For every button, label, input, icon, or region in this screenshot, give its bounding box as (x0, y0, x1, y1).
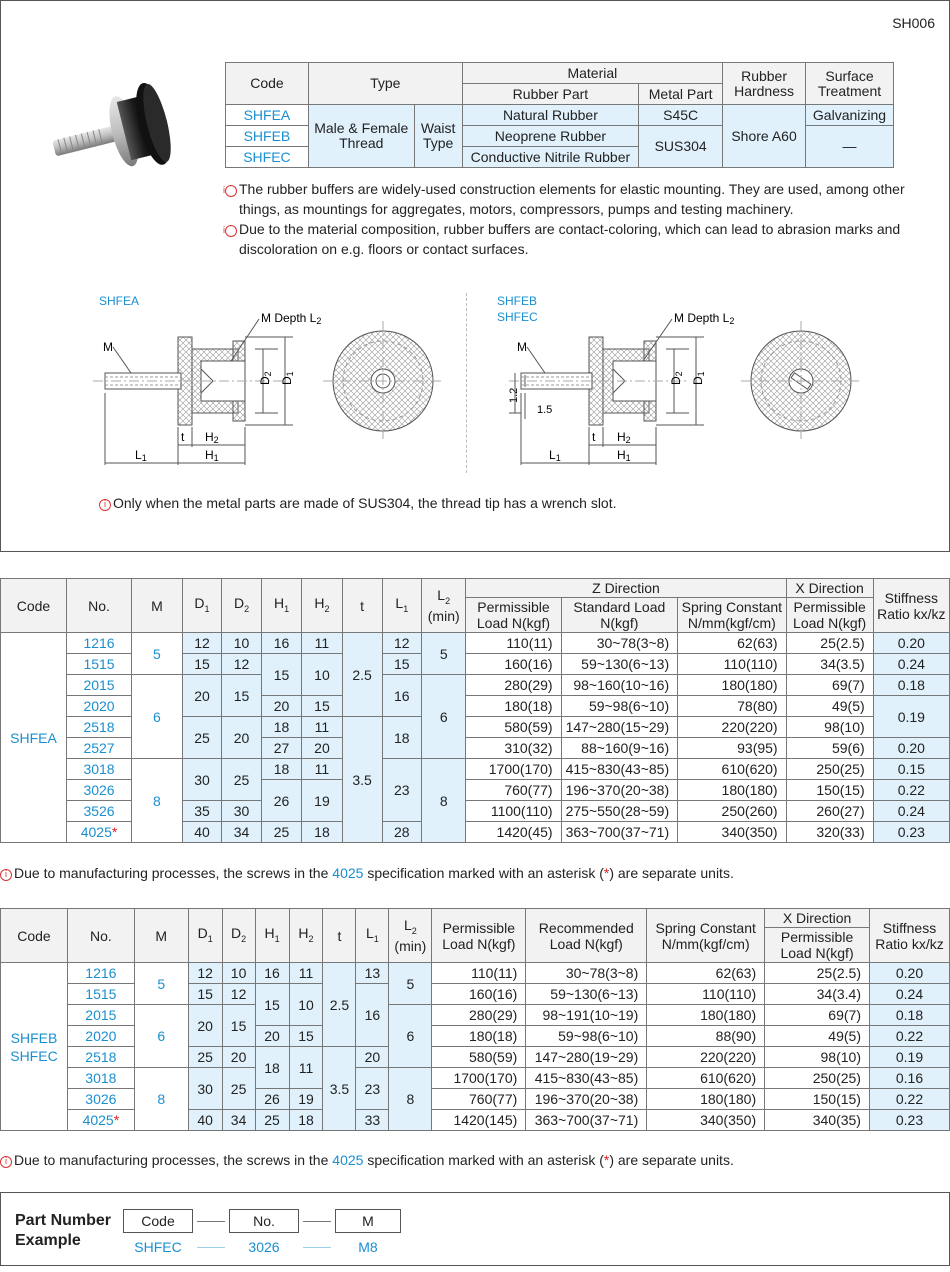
note-4025: i Due to manufacturing processes, the screws in the 4025 specification marked with an asterisk (*) are separate units. (0, 863, 734, 883)
no-cell[interactable]: 3026 (67, 1089, 134, 1110)
svg-text:H1: H1 (205, 448, 219, 463)
table-cell: 25(2.5) (765, 963, 870, 984)
table-cell: 33 (356, 1110, 389, 1131)
table-cell: 150(15) (786, 780, 873, 801)
pn-value-m: M8 (358, 1239, 378, 1255)
table-cell: 2.5 (342, 633, 382, 717)
table-cell: 280(29) (466, 675, 561, 696)
table-cell: 610(620) (678, 759, 786, 780)
m-cell: 8 (132, 759, 183, 843)
no-cell[interactable]: 2527 (66, 738, 131, 759)
table-cell: 30 (188, 1068, 222, 1110)
header-t: t (323, 909, 356, 963)
table-cell: 28 (382, 822, 422, 843)
table-cell: 110(11) (432, 963, 526, 984)
header-no: No. (66, 579, 131, 633)
table-cell: 15 (188, 984, 222, 1005)
table-cell: 30 (222, 801, 262, 822)
table-cell: 3.5 (342, 717, 382, 843)
table-cell: 30 (182, 759, 222, 801)
no-cell[interactable]: 4025* (66, 822, 131, 843)
no-cell[interactable]: 3526 (66, 801, 131, 822)
table-cell: 30~78(3~8) (526, 963, 647, 984)
table-cell: 340(350) (678, 822, 786, 843)
diagram-label: SHFEB (497, 294, 538, 308)
pn-value-code: SHFEC (134, 1239, 182, 1255)
note-wrench-slot: i Only when the metal parts are made of SUS304, the thread tip has a wrench slot. (99, 493, 617, 513)
metal-part-cell: S45C (639, 105, 723, 126)
table-cell: 0.24 (869, 984, 949, 1005)
code-cell[interactable]: SHFEA (1, 633, 67, 843)
table-cell: 16 (255, 963, 289, 984)
svg-text:L1: L1 (135, 448, 147, 463)
header-code: Code (226, 63, 309, 105)
header-x-direction: X Direction (765, 909, 870, 928)
table-cell: 12 (222, 654, 262, 675)
table-cell: 760(77) (466, 780, 561, 801)
metal-part-cell: SUS304 (639, 126, 723, 168)
table-cell: 18 (382, 717, 422, 759)
table-cell: 310(32) (466, 738, 561, 759)
table-cell: 88~160(9~16) (561, 738, 678, 759)
code-cell[interactable]: SHFEC (226, 147, 309, 168)
no-cell[interactable]: 4025* (67, 1110, 134, 1131)
table-cell: 760(77) (432, 1089, 526, 1110)
table-cell: 98~160(10~16) (561, 675, 678, 696)
table-cell: 10 (222, 963, 255, 984)
table-cell: 0.15 (873, 759, 949, 780)
table-cell: 59(6) (786, 738, 873, 759)
table-cell: 26 (255, 1089, 289, 1110)
table-cell: 35 (182, 801, 222, 822)
table-cell: 49(5) (786, 696, 873, 717)
table-cell: 0.20 (873, 633, 949, 654)
header-surface-treatment: Surface Treatment (806, 63, 894, 105)
code-cell[interactable]: SHFEB (226, 126, 309, 147)
no-cell[interactable]: 3026 (66, 780, 131, 801)
header-x-permissible: Permissible Load N(kgf) (786, 598, 873, 633)
table-cell: 196~370(20~38) (526, 1089, 647, 1110)
table-cell: 220(220) (647, 1047, 765, 1068)
header-code: Code (1, 909, 68, 963)
part-number-example (0, 1192, 950, 1266)
header-rubber-hardness: Rubber Hardness (723, 63, 806, 105)
table-cell: 18 (289, 1110, 323, 1131)
svg-text:t: t (592, 430, 596, 444)
t-label: t (181, 430, 185, 444)
table-cell: 62(63) (647, 963, 765, 984)
diagram-divider (466, 293, 467, 473)
diagram-shfea (93, 289, 453, 479)
table-cell: 25(2.5) (786, 633, 873, 654)
table-cell: 12 (222, 984, 255, 1005)
table-cell: 10 (302, 654, 342, 696)
info-icon: i (225, 225, 237, 237)
pn-box-code: Code (123, 1209, 193, 1233)
header-stiffness: Stiffness Ratio kx/kz (873, 579, 949, 633)
table-cell: 5 (422, 633, 466, 675)
no-cell[interactable]: 2020 (66, 696, 131, 717)
surface-cell: Galvanizing (806, 105, 894, 126)
surface-cell: — (806, 126, 894, 168)
table-cell: 250(260) (678, 801, 786, 822)
table-cell: 49(5) (765, 1026, 870, 1047)
table-cell: 340(35) (765, 1110, 870, 1131)
rubber-part-cell: Conductive Nitrile Rubber (462, 147, 639, 168)
dim-1-2: 1.2 (508, 387, 520, 403)
table-cell: 27 (261, 738, 301, 759)
header-standard: Standard Load N(kgf) (561, 598, 678, 633)
header-type: Type (308, 63, 462, 105)
document-code: SH006 (892, 15, 935, 31)
table-cell: 11 (302, 633, 342, 654)
m-cell: 6 (132, 675, 183, 759)
code-cell[interactable]: SHFEA (226, 105, 309, 126)
type-cell: Waist Type (414, 105, 462, 168)
table-cell: 180(18) (466, 696, 561, 717)
table-cell: 34(3.4) (765, 984, 870, 1005)
table-cell: 20 (182, 675, 222, 717)
svg-text:H1: H1 (617, 448, 631, 463)
table-cell: 8 (422, 759, 466, 843)
spec-table-shfeb-shfec (0, 908, 950, 1131)
type-cell: Male & Female Thread (308, 105, 414, 168)
table-cell: 180(180) (647, 1005, 765, 1026)
diagram-label: SHFEA (99, 294, 140, 308)
table-cell: 20 (261, 696, 301, 717)
svg-text:D2: D2 (669, 371, 684, 385)
table-cell: 10 (289, 984, 323, 1026)
header-h2: $H_2$ (302, 579, 342, 633)
header-no: No. (67, 909, 134, 963)
table-cell: 610(620) (647, 1068, 765, 1089)
svg-text:D1: D1 (691, 371, 706, 385)
header-rubber-part: Rubber Part (462, 84, 639, 105)
pn-value-no: 3026 (248, 1239, 280, 1255)
no-cell[interactable]: 1216 (67, 963, 134, 984)
table-cell: 16 (261, 633, 301, 654)
table-cell: 280(29) (432, 1005, 526, 1026)
pn-dash (197, 1247, 225, 1248)
rubber-part-cell: Natural Rubber (462, 105, 639, 126)
table-cell: 11 (302, 759, 342, 780)
dim-1-5: 1.5 (537, 404, 553, 416)
table-cell: 20 (222, 1047, 255, 1068)
table-cell: 18 (261, 759, 301, 780)
m-cell: 8 (134, 1068, 188, 1131)
no-cell[interactable]: 1216 (66, 633, 131, 654)
no-cell[interactable]: 2015 (67, 1005, 134, 1026)
table-cell: 62(63) (678, 633, 786, 654)
table-cell: 260(27) (786, 801, 873, 822)
table-cell: 1100(110) (466, 801, 561, 822)
header-h2: $H_2$ (289, 909, 323, 963)
table-cell: 1700(170) (466, 759, 561, 780)
no-cell[interactable]: 3018 (67, 1068, 134, 1089)
header-spring: Spring Constant N/mm(kgf/cm) (647, 909, 765, 963)
table-cell: 340(350) (647, 1110, 765, 1131)
table-cell: 0.19 (869, 1047, 949, 1068)
table-cell: 0.22 (873, 780, 949, 801)
header-l2: $L_2$ (min) (422, 579, 466, 633)
table-cell: 25 (222, 759, 262, 801)
no-cell[interactable]: 1515 (67, 984, 134, 1005)
table-cell: 12 (182, 633, 222, 654)
table-cell: 0.18 (869, 1005, 949, 1026)
header-d2: $D_2$ (222, 579, 262, 633)
part-number-title: Part Number Example (15, 1212, 112, 1249)
header-material: Material (462, 63, 722, 84)
table-cell: 180(180) (678, 780, 786, 801)
table-cell: 25 (182, 717, 222, 759)
table-cell: 16 (382, 675, 422, 717)
table-cell: 15 (182, 654, 222, 675)
table-cell: 15 (222, 1005, 255, 1047)
table-cell: 20 (302, 738, 342, 759)
table-cell: 30~78(3~8) (561, 633, 678, 654)
table-cell: 6 (389, 1005, 432, 1068)
table-cell: 1700(170) (432, 1068, 526, 1089)
table-cell: 0.23 (873, 822, 949, 843)
svg-text:M Depth L2: M Depth L2 (261, 311, 322, 326)
rubber-part-cell: Neoprene Rubber (462, 126, 639, 147)
no-cell[interactable]: 2015 (66, 675, 131, 696)
header-recommended: Recommended Load N(kgf) (526, 909, 647, 963)
no-cell[interactable]: 2518 (66, 717, 131, 738)
table-cell: 0.16 (869, 1068, 949, 1089)
header-l2: $L_2$ (min) (389, 909, 432, 963)
table-cell: 11 (289, 1047, 323, 1089)
table-cell: 88(90) (647, 1026, 765, 1047)
table-cell: 15 (302, 696, 342, 717)
table-cell: 110(110) (647, 984, 765, 1005)
note: i Due to the material composition, rubber buffers are contact-coloring, which can lead to abrasion marks and discoloration on e.g. floors or contact surfaces. (222, 221, 901, 257)
pn-box-m: M (335, 1209, 401, 1233)
header-m: M (132, 579, 183, 633)
table-cell: 20 (255, 1026, 289, 1047)
table-cell: 15 (289, 1026, 323, 1047)
m-cell: 5 (132, 633, 183, 675)
header-x-direction: X Direction (786, 579, 873, 598)
hardness-cell: Shore A60 (723, 105, 806, 168)
header-d1: $D_1$ (188, 909, 222, 963)
table-cell: 59~130(6~13) (561, 654, 678, 675)
table-cell: 18 (255, 1047, 289, 1089)
d2-label: D2 (258, 371, 273, 385)
pn-dash (303, 1221, 331, 1222)
table-cell: 580(59) (432, 1047, 526, 1068)
header-d2: $D_2$ (222, 909, 255, 963)
table-cell: 0.18 (873, 675, 949, 696)
d1-label: D1 (280, 371, 295, 385)
pn-dash (303, 1247, 331, 1248)
table-cell: 69(7) (786, 675, 873, 696)
product-info-panel (0, 0, 950, 552)
table-cell: 8 (389, 1068, 432, 1131)
table-cell: 59~98(6~10) (561, 696, 678, 717)
header-x-permissible: Permissible Load N(kgf) (765, 928, 870, 963)
table-cell: 0.23 (869, 1110, 949, 1131)
svg-text:M Depth L2: M Depth L2 (674, 311, 735, 326)
table-cell: 16 (356, 984, 389, 1047)
table-cell: 1420(145) (432, 1110, 526, 1131)
table-cell: 150(15) (765, 1089, 870, 1110)
no-cell[interactable]: 1515 (66, 654, 131, 675)
table-cell: 15 (382, 654, 422, 675)
table-cell: 98(10) (765, 1047, 870, 1068)
table-cell: 1420(45) (466, 822, 561, 843)
table-cell: 0.22 (869, 1089, 949, 1110)
table-cell: 250(25) (786, 759, 873, 780)
table-cell: 34 (222, 822, 262, 843)
table-cell: 25 (261, 822, 301, 843)
table-cell: 15 (261, 654, 301, 696)
pn-dash (197, 1221, 225, 1222)
no-cell[interactable]: 2518 (67, 1047, 134, 1068)
table-cell: 25 (188, 1047, 222, 1068)
table-cell: 147~280(15~29) (561, 717, 678, 738)
table-cell: 415~830(43~85) (526, 1068, 647, 1089)
table-cell: 19 (289, 1089, 323, 1110)
table-cell: 34 (222, 1110, 255, 1131)
table-cell: 10 (222, 633, 262, 654)
header-h1: $H_1$ (261, 579, 301, 633)
table-cell: 69(7) (765, 1005, 870, 1026)
table-cell: 26 (261, 780, 301, 822)
no-cell[interactable]: 3018 (66, 759, 131, 780)
header-l1: $L_1$ (382, 579, 422, 633)
header-permissible: Permissible Load N(kgf) (466, 598, 561, 633)
table-cell: 220(220) (678, 717, 786, 738)
table-cell: 78(80) (678, 696, 786, 717)
m-cell: 5 (134, 963, 188, 1005)
table-cell: 180(18) (432, 1026, 526, 1047)
table-cell: 12 (188, 963, 222, 984)
table-cell: 23 (356, 1068, 389, 1110)
code-cell[interactable]: SHFEB SHFEC (1, 963, 68, 1131)
table-cell: 320(33) (786, 822, 873, 843)
table-cell: 6 (422, 675, 466, 759)
table-cell: 180(180) (678, 675, 786, 696)
table-cell: 0.24 (873, 654, 949, 675)
info-icon: i (99, 499, 111, 511)
header-t: t (342, 579, 382, 633)
table-cell: 15 (255, 984, 289, 1026)
table-cell: 250(25) (765, 1068, 870, 1089)
thread-label: M (517, 340, 527, 354)
table-cell: 415~830(43~85) (561, 759, 678, 780)
header-metal-part: Metal Part (639, 84, 723, 105)
svg-text:L1: L1 (549, 448, 561, 463)
header-h1: $H_1$ (255, 909, 289, 963)
table-cell: 40 (188, 1110, 222, 1131)
info-icon: i (0, 1156, 12, 1168)
table-cell: 11 (302, 717, 342, 738)
header-d1: $D_1$ (182, 579, 222, 633)
product-info-table (225, 62, 894, 168)
table-cell: 93(95) (678, 738, 786, 759)
table-cell: 20 (356, 1047, 389, 1068)
note-4025: i Due to manufacturing processes, the screws in the 4025 specification marked with an asterisk (*) are separate units. (0, 1150, 734, 1170)
header-z-direction: Z Direction (466, 579, 786, 598)
note: i The rubber buffers are widely-used construction elements for elastic mounting. They are used, among other things, as mountings for aggregates, motors, compressors, pumps and testing machinery. (222, 181, 905, 217)
table-cell: 18 (302, 822, 342, 843)
table-cell: 13 (356, 963, 389, 984)
table-cell: 147~280(19~29) (526, 1047, 647, 1068)
table-cell: 2.5 (323, 963, 356, 1047)
no-cell[interactable]: 2020 (67, 1026, 134, 1047)
table-cell: 98~191(10~19) (526, 1005, 647, 1026)
table-cell: 0.22 (869, 1026, 949, 1047)
table-cell: 34(3.5) (786, 654, 873, 675)
table-cell: 59~98(6~10) (526, 1026, 647, 1047)
diagram-shfeb-shfec (489, 289, 869, 479)
table-cell: 3.5 (323, 1047, 356, 1131)
table-cell: 110(11) (466, 633, 561, 654)
m-cell: 6 (134, 1005, 188, 1068)
table-cell: 363~700(37~71) (561, 822, 678, 843)
table-cell: 0.19 (873, 696, 949, 738)
table-cell: 5 (389, 963, 432, 1005)
info-icon: i (0, 869, 12, 881)
notes (222, 179, 905, 259)
table-cell: 19 (302, 780, 342, 822)
header-l1: $L_1$ (356, 909, 389, 963)
header-permissible: Permissible Load N(kgf) (432, 909, 526, 963)
table-cell: 12 (382, 633, 422, 654)
table-cell: 18 (261, 717, 301, 738)
table-cell: 580(59) (466, 717, 561, 738)
table-cell: 20 (188, 1005, 222, 1047)
table-cell: 0.20 (873, 738, 949, 759)
table-cell: 363~700(37~71) (526, 1110, 647, 1131)
header-spring: Spring Constant N/mm(kgf/cm) (678, 598, 786, 633)
header-stiffness: Stiffness Ratio kx/kz (869, 909, 949, 963)
header-m: M (134, 909, 188, 963)
svg-text:H2: H2 (205, 430, 219, 445)
table-cell: 40 (182, 822, 222, 843)
table-cell: 59~130(6~13) (526, 984, 647, 1005)
table-cell: 0.24 (873, 801, 949, 822)
table-cell: 196~370(20~38) (561, 780, 678, 801)
table-cell: 180(180) (647, 1089, 765, 1110)
spec-table-shfea (0, 578, 950, 843)
table-cell: 160(16) (466, 654, 561, 675)
thread-label: M (103, 340, 113, 354)
header-code: Code (1, 579, 67, 633)
table-cell: 160(16) (432, 984, 526, 1005)
info-icon: i (225, 185, 237, 197)
table-cell: 11 (289, 963, 323, 984)
pn-box-no: No. (229, 1209, 299, 1233)
rubber-buffer-photo (41, 73, 191, 183)
table-cell: 20 (222, 717, 262, 759)
table-cell: 25 (222, 1068, 255, 1110)
table-cell: 98(10) (786, 717, 873, 738)
table-cell: 15 (222, 675, 262, 717)
svg-text:H2: H2 (617, 430, 631, 445)
table-cell: 110(110) (678, 654, 786, 675)
diagram-label: SHFEC (497, 310, 538, 324)
table-cell: 0.20 (869, 963, 949, 984)
table-cell: 25 (255, 1110, 289, 1131)
table-cell: 275~550(28~59) (561, 801, 678, 822)
table-cell: 23 (382, 759, 422, 822)
